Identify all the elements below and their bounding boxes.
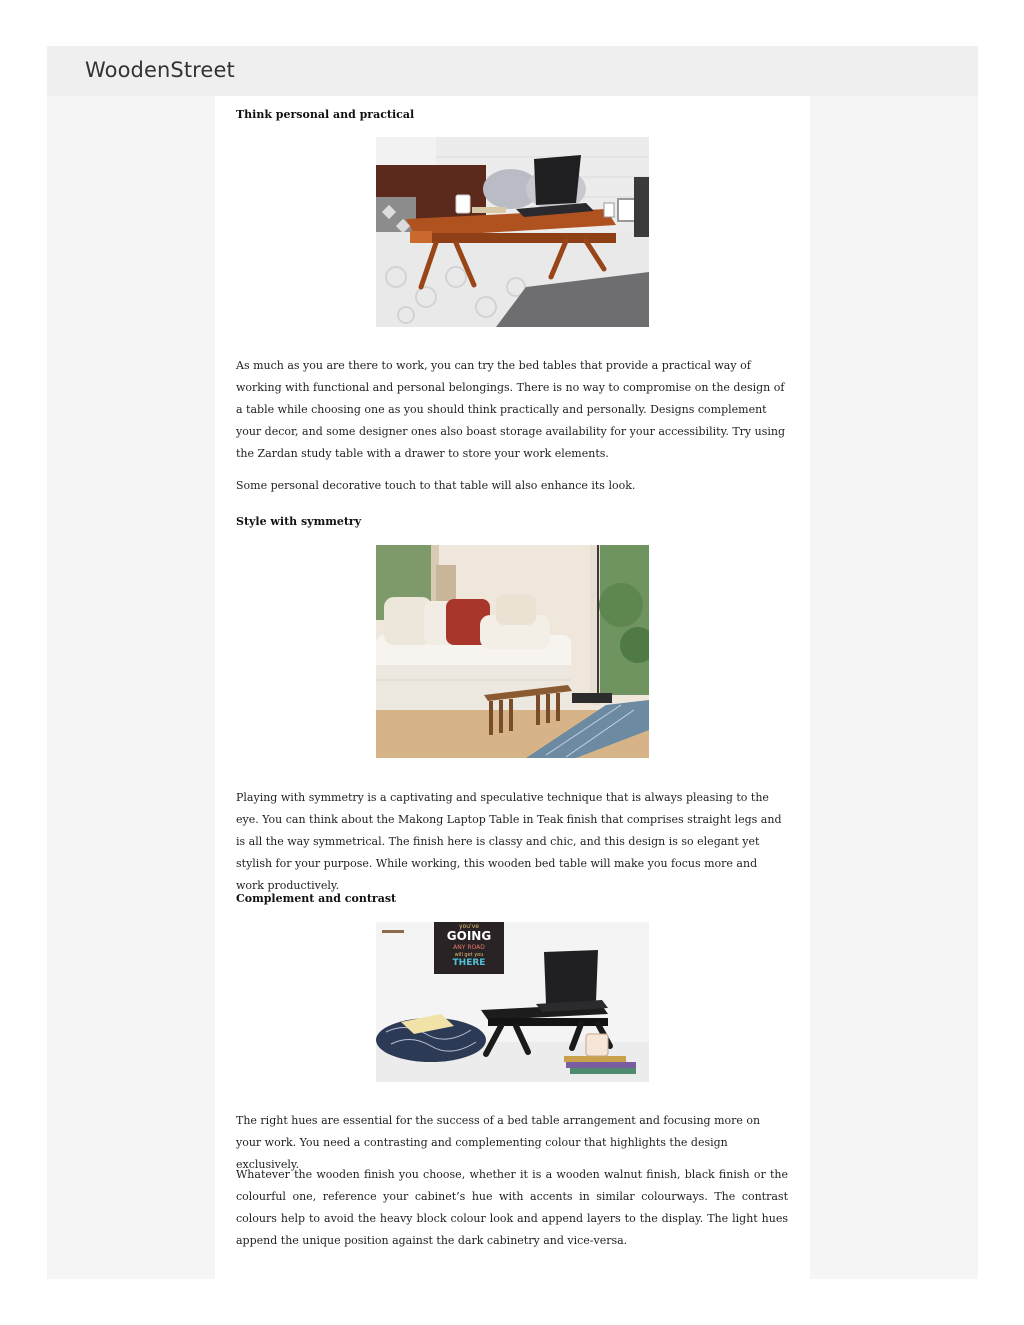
paragraph-personal-practical-2: Some personal decorative touch to that table will also enhance its look. <box>236 479 636 492</box>
page-frame <box>47 46 978 1279</box>
section-heading-symmetry: Style with symmetry <box>236 515 362 528</box>
paragraph-complement-contrast-1: The right hues are essential for the success of a bed table arrangement and focusing more on your work. You need a contrasting and complementing colour that highlights the design exclusively. <box>236 1114 761 1171</box>
paragraph-complement-contrast-2: Whatever the wooden finish you choose, whether it is a wooden walnut finish, black finish or the colourful one, reference your cabinet’s hue with accents in similar colourways. The contrast colours help to avoid the heavy block colour look and append layers to the display. The light hues append the unique position against the dark cabinetry and vice-versa. <box>236 1168 788 1247</box>
section-heading-complement-contrast: Complement and contrast <box>236 892 397 905</box>
poster-line-1: you've <box>459 923 479 930</box>
bed-table-with-laptop-photo <box>376 137 649 327</box>
paragraph-symmetry-1: Playing with symmetry is a captivating and speculative technique that is always pleasing to the eye. You can think about the Makong Laptop Table in Teak finish that comprises straight legs and is all the way symmetrical. The finish here is classy and chic, and this design is so elegant yet stylish for your purpose. While working, this wooden bed table will make you focus more and work productively. <box>236 791 782 892</box>
black-laptop-table-with-poster-photo <box>376 922 649 1082</box>
brand-logo-text[interactable]: WoodenStreet <box>85 58 235 82</box>
article-content <box>215 96 810 1279</box>
poster-line-3: ANY ROAD <box>453 944 485 951</box>
paragraph-personal-practical-1: As much as you are there to work, you can try the bed tables that provide a practical way of working with functional and personal belongings. There is no way to compromise on the design of a table while choosing one as you should think practically and personally. Designs complement your decor, and some designer ones also boast storage availability for your accessibility. Try using the Zardan study table with a drawer to store your work elements. <box>236 359 785 460</box>
poster-line-4: will get you <box>454 952 484 958</box>
poster-line-5: THERE <box>452 958 486 968</box>
poster-line-2: GOING <box>446 929 492 943</box>
site-header <box>47 46 978 96</box>
section-heading-personal-practical: Think personal and practical <box>236 108 415 121</box>
white-sofa-with-wooden-laptop-table-photo <box>376 545 649 758</box>
